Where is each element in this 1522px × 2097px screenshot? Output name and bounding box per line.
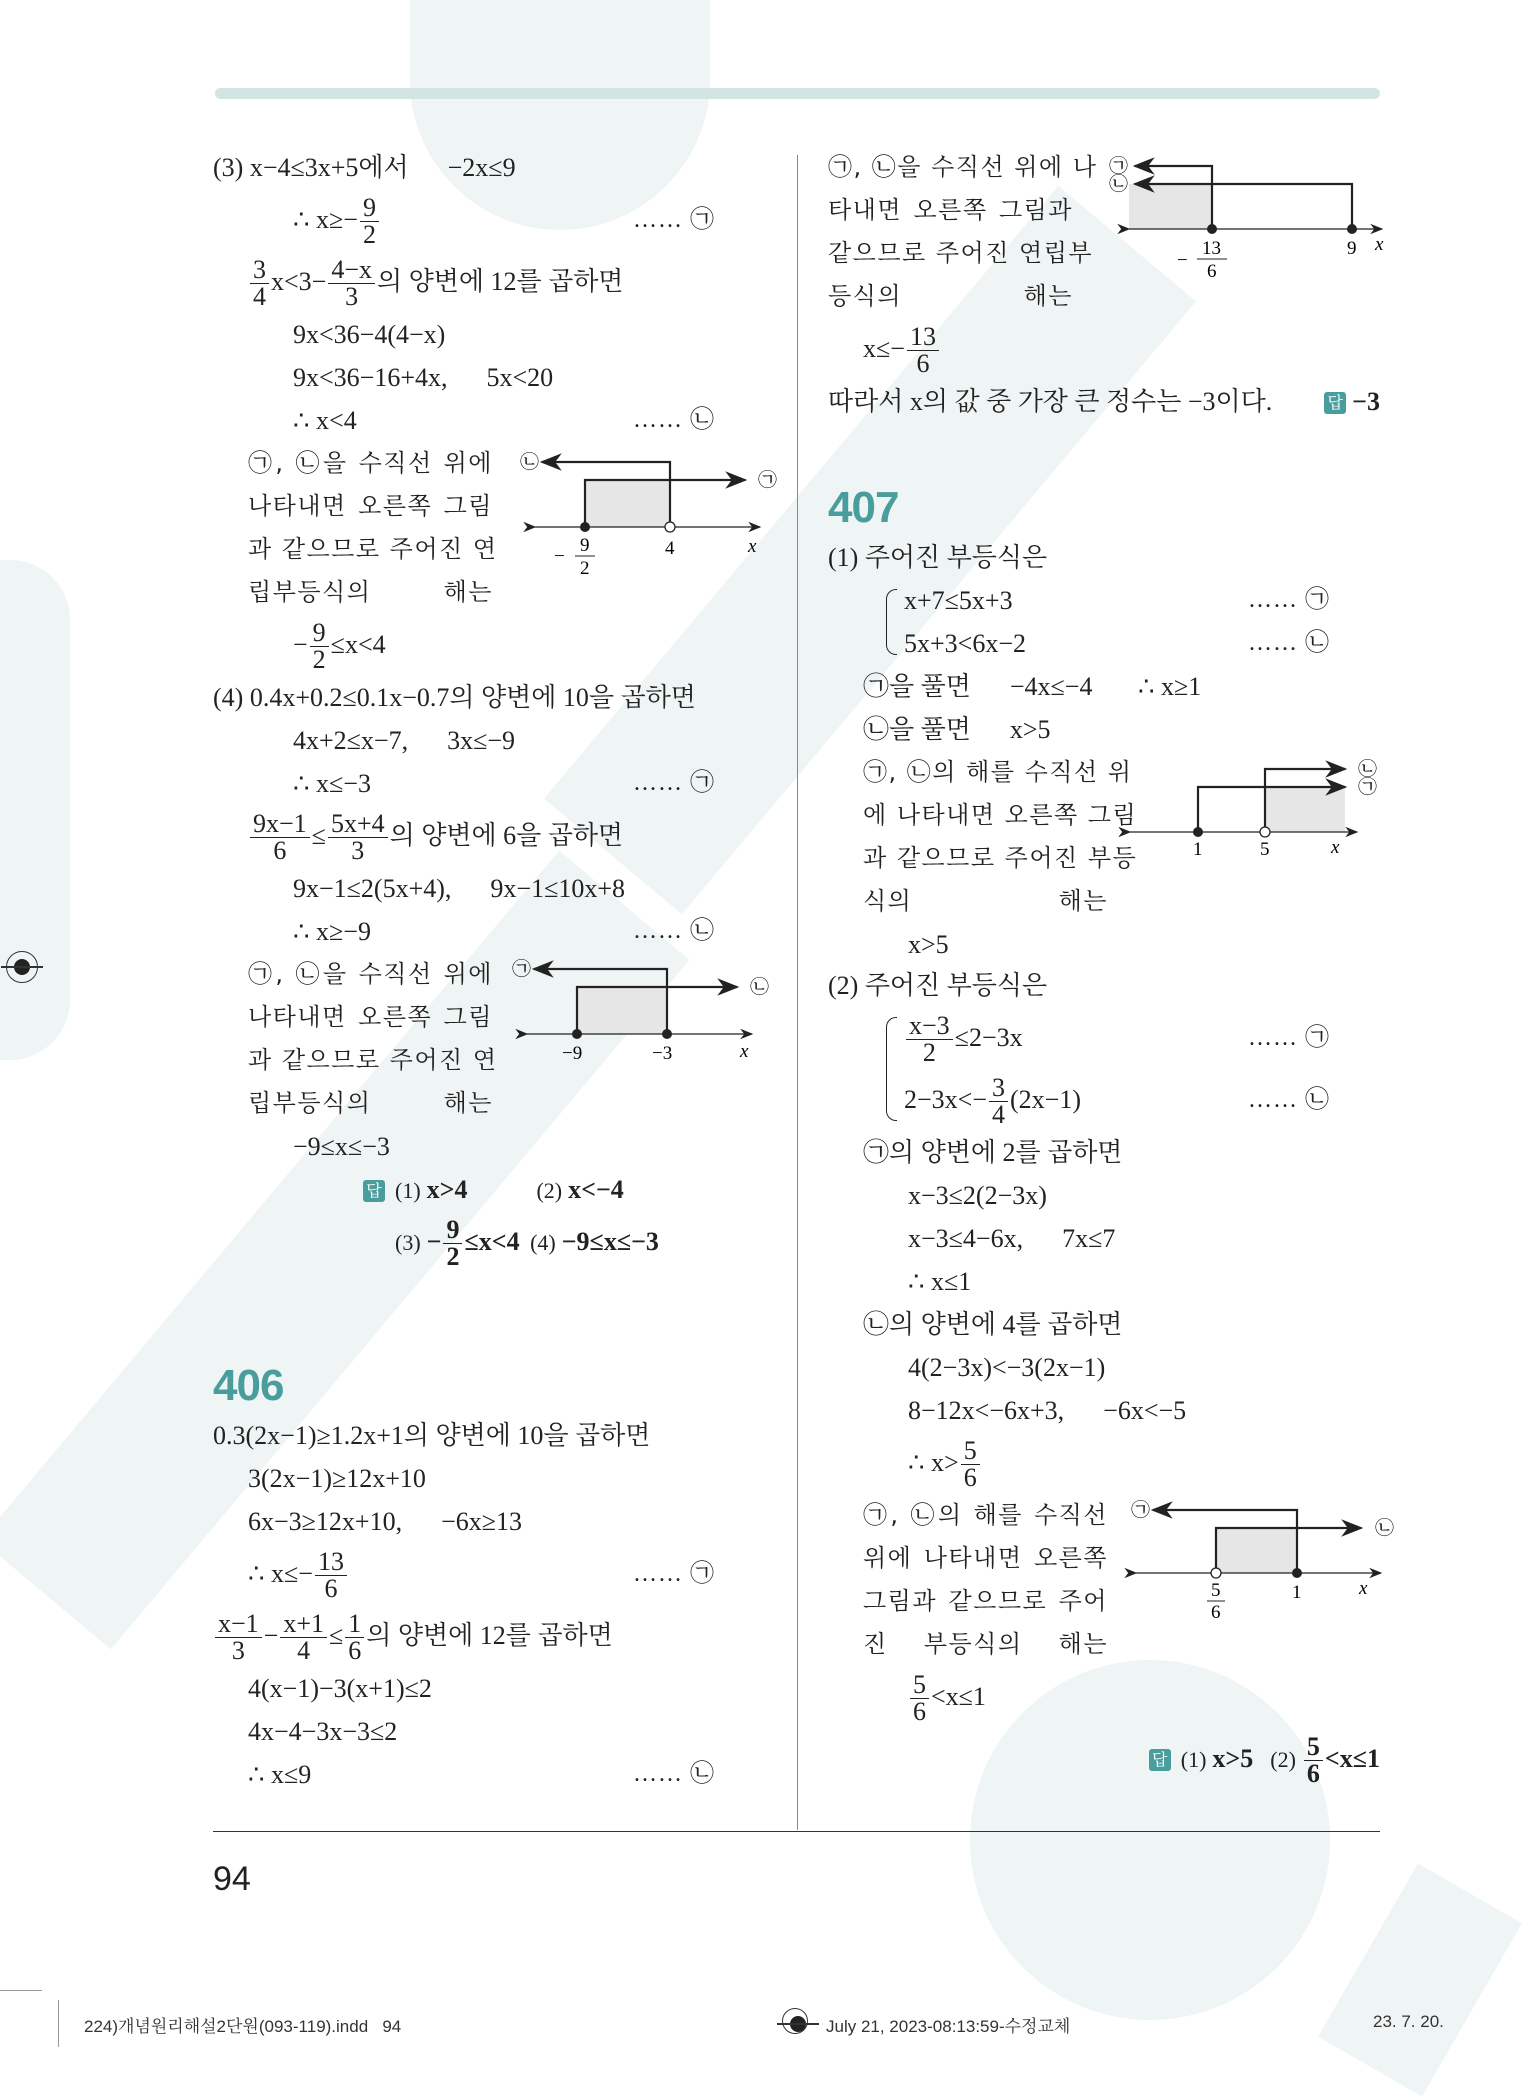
math-text: x>5 bbox=[1212, 1744, 1267, 1773]
axis-label: x bbox=[1331, 837, 1340, 858]
tick-label: 1 bbox=[1292, 1582, 1302, 1603]
number-line-figure bbox=[1125, 757, 1385, 860]
solution-line bbox=[828, 318, 1380, 380]
footer-stamp: July 21, 2023-08:13:59-수정교체 bbox=[826, 2017, 1071, 2036]
solution-line bbox=[213, 1667, 758, 1710]
answer-part-label: (1) bbox=[395, 1178, 421, 1203]
solution-line bbox=[213, 1710, 758, 1753]
solution-line bbox=[213, 614, 758, 676]
math-text: x−3≤2(2−3x) bbox=[908, 1181, 1047, 1210]
figure-block bbox=[863, 751, 1378, 923]
math-text: ≤2−3x bbox=[954, 1023, 1023, 1052]
math-text: (3) x−4≤3x+5에서 −2x≤9 bbox=[213, 153, 516, 182]
solution-line bbox=[213, 719, 758, 762]
closed-point bbox=[662, 1029, 672, 1039]
answer-badge-icon: 답 bbox=[1149, 1749, 1171, 1771]
solution-line bbox=[828, 923, 1380, 966]
tick-den: 6 bbox=[1207, 261, 1217, 282]
fraction bbox=[1304, 1731, 1323, 1788]
tick-label: 9 bbox=[1347, 238, 1357, 259]
section-407-part2 bbox=[828, 964, 1395, 1790]
label-circ: ㉡ bbox=[1375, 1518, 1395, 1539]
caption-line: 진 부등식의 해는 bbox=[863, 1630, 1108, 1658]
figure-block bbox=[248, 442, 778, 614]
label-circ: ㉡ bbox=[520, 452, 540, 473]
tick-minus: − bbox=[1177, 250, 1188, 271]
denominator: 2 bbox=[922, 1037, 936, 1067]
open-point bbox=[1211, 1568, 1221, 1578]
section-406 bbox=[213, 1358, 758, 1796]
denominator: 6 bbox=[913, 1696, 926, 1726]
number-line-figure bbox=[520, 452, 778, 579]
caption-line: 나타내면 오른쪽 그림 bbox=[248, 492, 493, 520]
solution-line bbox=[213, 762, 758, 805]
math-text: ≤x<4 bbox=[464, 1227, 527, 1256]
math-text: ∴ x≤9 bbox=[248, 1760, 312, 1789]
numerator: 5 bbox=[1304, 1734, 1323, 1761]
crop-mark bbox=[0, 1990, 42, 1991]
numerator: x+1 bbox=[280, 1611, 327, 1638]
section-407 bbox=[828, 480, 1380, 966]
answer-line bbox=[213, 1211, 758, 1273]
math-text: ∴ x≤− bbox=[248, 1559, 313, 1588]
math-text: ㉠의 양변에 2를 곱하면 bbox=[863, 1138, 1123, 1167]
denominator: 6 bbox=[324, 1573, 338, 1603]
footer-file: 224)개념원리해설2단원(093-119).indd 94 bbox=[84, 2017, 402, 2036]
top-bar bbox=[215, 88, 1380, 99]
caption-line: 등식의 해는 bbox=[828, 282, 1073, 310]
numerator: 3 bbox=[250, 257, 269, 284]
watermark-shape bbox=[0, 560, 70, 1060]
fraction bbox=[910, 1669, 929, 1726]
number-line-figure bbox=[1107, 154, 1392, 282]
right-section-406-cont bbox=[828, 146, 1384, 423]
figure-block bbox=[828, 146, 1384, 318]
tick-num: 9 bbox=[580, 535, 590, 556]
math-text: ≤x<4 bbox=[330, 630, 386, 659]
system-row bbox=[904, 1007, 1380, 1069]
tick-label: 4 bbox=[665, 538, 675, 559]
label-circ: ㉡ bbox=[1358, 759, 1378, 780]
number-line-figure bbox=[512, 959, 770, 1069]
label-circ: ㉠ bbox=[1109, 156, 1129, 177]
figure-caption bbox=[863, 751, 1138, 923]
math-text: 3(2x−1)≥12x+10 bbox=[248, 1464, 426, 1493]
caption-line: 립부등식의 해는 bbox=[248, 578, 493, 606]
solution-line bbox=[213, 676, 758, 719]
denominator: 6 bbox=[348, 1635, 362, 1665]
math-text: 5x+3<6x−2 bbox=[904, 629, 1026, 658]
denominator: 6 bbox=[963, 1462, 977, 1492]
numerator: 4−x bbox=[328, 257, 375, 284]
fraction bbox=[328, 808, 388, 865]
math-text: x>4 bbox=[426, 1175, 468, 1204]
numerator: 5 bbox=[961, 1438, 980, 1465]
caption-line: 식의 해는 bbox=[863, 887, 1108, 915]
numerator: 13 bbox=[907, 324, 939, 351]
crop-mark bbox=[58, 2000, 59, 2047]
math-text: ㉠을 풀면 −4x≤−4 ∴ x≥1 bbox=[863, 672, 1202, 701]
solution-line bbox=[828, 380, 1380, 423]
solution-line bbox=[828, 964, 1380, 1007]
fraction bbox=[310, 617, 329, 674]
fraction bbox=[250, 254, 269, 311]
numerator: 9 bbox=[360, 195, 379, 222]
answer-part-label: (1) bbox=[1180, 1747, 1207, 1772]
math-text: −9≤x≤−3 bbox=[561, 1227, 659, 1256]
caption-line: ㉠, ㉡의 해를 수직선 bbox=[863, 1501, 1108, 1529]
equation-tag: …… ㉠ bbox=[1248, 1025, 1330, 1051]
denominator: 4 bbox=[992, 1099, 1005, 1129]
closed-point bbox=[572, 1029, 582, 1039]
math-text: −9≤x≤−3 bbox=[293, 1132, 390, 1161]
axis-label: x bbox=[1359, 1578, 1368, 1599]
caption-line: 과 같으므로 주어진 연 bbox=[248, 1046, 498, 1074]
math-text: ∴ x> bbox=[908, 1448, 959, 1477]
math-text: 2−3x<− bbox=[904, 1085, 987, 1114]
closed-point bbox=[580, 522, 590, 532]
math-text: − bbox=[426, 1227, 442, 1256]
solution-line bbox=[213, 251, 758, 313]
final-answer bbox=[1324, 380, 1380, 424]
math-text: 의 양변에 12를 곱하면 bbox=[366, 1621, 613, 1650]
equation-tag: …… ㉠ bbox=[633, 1561, 715, 1587]
numerator: x−1 bbox=[215, 1611, 262, 1638]
math-text: (4) 0.4x+0.2≤0.1x−0.7의 양변에 10을 곱하면 bbox=[213, 683, 696, 712]
math-text: ㉡을 풀면 x>5 bbox=[863, 715, 1051, 744]
caption-line: ㉠, ㉡을 수직선 위에 bbox=[248, 449, 493, 477]
math-text: (2x−1) bbox=[1010, 1085, 1081, 1114]
answer-line bbox=[213, 1168, 758, 1211]
numerator: 5 bbox=[910, 1672, 929, 1699]
caption-line: 나타내면 오른쪽 그림 bbox=[248, 1003, 493, 1031]
equation-tag: …… ㉡ bbox=[633, 407, 715, 433]
solution-shade bbox=[585, 480, 670, 527]
solution-line bbox=[213, 1414, 758, 1457]
figure-caption bbox=[248, 953, 498, 1125]
figure-caption bbox=[248, 442, 498, 614]
tick-num: 13 bbox=[1202, 238, 1221, 259]
numerator: 1 bbox=[345, 1611, 364, 1638]
denominator: 3 bbox=[351, 835, 365, 865]
math-text: − bbox=[293, 630, 308, 659]
registration-mark-icon bbox=[6, 951, 38, 983]
answer-line bbox=[828, 1728, 1380, 1790]
math-text: 4x+2≤x−7, 3x≤−9 bbox=[293, 726, 516, 755]
solution-shade bbox=[577, 987, 667, 1034]
math-text: ∴ x<4 bbox=[293, 406, 357, 435]
solution-line bbox=[213, 1500, 758, 1543]
solution-line bbox=[828, 708, 1380, 751]
denominator: 2 bbox=[446, 1241, 460, 1271]
figure-block bbox=[248, 953, 770, 1125]
solution-shade bbox=[1216, 1528, 1297, 1573]
caption-line: 에 나타내면 오른쪽 그림 bbox=[863, 801, 1138, 829]
math-text: ≤ bbox=[311, 821, 326, 850]
math-text: x≤− bbox=[863, 334, 905, 363]
math-text: <x≤1 bbox=[931, 1682, 986, 1711]
math-text: <x≤1 bbox=[1324, 1744, 1380, 1773]
closed-point bbox=[1347, 224, 1357, 234]
label-circ: ㉠ bbox=[758, 470, 778, 491]
registration-mark-icon bbox=[782, 2008, 808, 2034]
axis-label: x bbox=[748, 536, 757, 557]
caption-line: 위에 나타내면 오른쪽 bbox=[863, 1544, 1108, 1572]
answer-badge-icon: 답 bbox=[1324, 392, 1346, 414]
number-line-figure bbox=[1131, 1498, 1401, 1623]
answer-part-label: (3) bbox=[395, 1230, 421, 1255]
equation-tag: …… ㉠ bbox=[633, 207, 715, 233]
math-text: ∴ x≥−9 bbox=[293, 917, 371, 946]
fraction bbox=[443, 1214, 462, 1271]
numerator: 9 bbox=[310, 620, 329, 647]
math-text: 4(2−3x)<−3(2x−1) bbox=[908, 1353, 1106, 1382]
caption-line: 립부등식의 해는 bbox=[248, 1089, 493, 1117]
solution-line bbox=[828, 1260, 1380, 1303]
label-circ: ㉠ bbox=[512, 959, 532, 980]
math-text: x−3≤4−6x, 7x≤7 bbox=[908, 1224, 1116, 1253]
answer-part-label: (2) bbox=[1270, 1747, 1296, 1772]
solution-line bbox=[213, 399, 758, 442]
math-text: ∴ x≤1 bbox=[908, 1267, 972, 1296]
left-section-405 bbox=[213, 146, 778, 1273]
numerator: 5x+4 bbox=[328, 811, 388, 838]
math-text: x>5 bbox=[908, 930, 949, 959]
solution-line bbox=[213, 867, 758, 910]
closed-point bbox=[1193, 827, 1203, 837]
solution-line bbox=[213, 910, 758, 953]
solution-line bbox=[828, 1389, 1380, 1432]
fraction bbox=[315, 1546, 347, 1603]
math-text: 따라서 x의 값 중 가장 큰 정수는 −3이다. bbox=[828, 387, 1273, 416]
label-circ: ㉡ bbox=[750, 977, 770, 998]
math-text: (2) 주어진 부등식은 bbox=[828, 971, 1048, 1000]
caption-line: 타내면 오른쪽 그림과 bbox=[828, 196, 1073, 224]
caption-line: 같으므로 주어진 연립부 bbox=[828, 239, 1094, 267]
denominator: 6 bbox=[1306, 1758, 1320, 1788]
open-point bbox=[665, 522, 675, 532]
equation-tag: …… ㉡ bbox=[633, 1761, 715, 1787]
math-text: 9x<36−4(4−x) bbox=[293, 320, 446, 349]
equation-tag: …… ㉡ bbox=[633, 918, 715, 944]
tick-label: −3 bbox=[652, 1043, 673, 1064]
solution-line bbox=[213, 313, 758, 356]
solution-line bbox=[828, 1131, 1380, 1174]
closed-point bbox=[1292, 1568, 1302, 1578]
solution-line bbox=[213, 189, 758, 251]
watermark-shape bbox=[1318, 1863, 1522, 2096]
label-circ: ㉠ bbox=[1358, 777, 1378, 798]
fraction bbox=[907, 321, 939, 378]
fraction bbox=[328, 254, 375, 311]
figure-block bbox=[863, 1494, 1395, 1666]
answer-part-label: (2) bbox=[536, 1178, 563, 1203]
fraction bbox=[906, 1010, 953, 1067]
math-text: ∴ x≥− bbox=[293, 205, 358, 234]
solution-line bbox=[213, 1605, 758, 1667]
solution-line bbox=[828, 1346, 1380, 1389]
math-text: 8−12x<−6x+3, −6x<−5 bbox=[908, 1396, 1187, 1425]
label-circ: ㉠ bbox=[1131, 1500, 1151, 1521]
math-text: 6x−3≥12x+10, −6x≥13 bbox=[248, 1507, 523, 1536]
math-text: x+7≤5x+3 bbox=[904, 586, 1013, 615]
solution-line bbox=[828, 1303, 1380, 1346]
open-point bbox=[1260, 827, 1270, 837]
answer-badge-icon: 답 bbox=[363, 1180, 385, 1202]
solution-line bbox=[828, 1432, 1380, 1494]
fraction bbox=[961, 1435, 980, 1492]
equation-system bbox=[878, 1007, 1380, 1131]
numerator: 3 bbox=[989, 1075, 1008, 1102]
solution-line bbox=[828, 665, 1380, 708]
fraction bbox=[989, 1072, 1008, 1129]
solution-line bbox=[213, 1753, 758, 1796]
math-text: 9x<36−16+4x, 5x<20 bbox=[293, 363, 554, 392]
denominator: 2 bbox=[312, 644, 326, 674]
equation-system bbox=[878, 579, 1380, 665]
solution-line bbox=[213, 1457, 758, 1500]
math-text: ㉡의 양변에 4를 곱하면 bbox=[863, 1310, 1123, 1339]
caption-line: 과 같으므로 주어진 연 bbox=[248, 535, 498, 563]
tick-minus: − bbox=[554, 546, 565, 567]
math-text: 9x−1≤2(5x+4), 9x−1≤10x+8 bbox=[293, 874, 626, 903]
denominator: 3 bbox=[231, 1635, 245, 1665]
caption-line: ㉠, ㉡을 수직선 위에 나 bbox=[828, 153, 1098, 181]
math-text: ≤ bbox=[329, 1621, 344, 1650]
tick-den: 2 bbox=[580, 558, 590, 579]
tick-num: 5 bbox=[1211, 1580, 1221, 1601]
solution-line bbox=[828, 536, 1380, 579]
figure-caption bbox=[828, 146, 1098, 318]
numerator: 9 bbox=[443, 1217, 462, 1244]
tick-den: 6 bbox=[1211, 1602, 1221, 1623]
axis-label: x bbox=[740, 1041, 749, 1062]
solution-line bbox=[213, 1125, 758, 1168]
bottom-rule bbox=[213, 1831, 1380, 1832]
label-circ: ㉡ bbox=[1109, 174, 1129, 195]
numerator: 13 bbox=[315, 1549, 347, 1576]
fraction bbox=[360, 192, 379, 249]
solution-line bbox=[213, 805, 758, 867]
caption-line: ㉠, ㉡을 수직선 위에 bbox=[248, 960, 493, 988]
solution-line bbox=[828, 1666, 1380, 1728]
math-text: ∴ x≤−3 bbox=[293, 769, 371, 798]
solution-line bbox=[213, 1543, 758, 1605]
tick-label: 1 bbox=[1193, 839, 1203, 860]
fraction bbox=[345, 1608, 364, 1665]
equation-tag: …… ㉡ bbox=[1248, 1087, 1330, 1113]
caption-line: 그림과 같으므로 주어 bbox=[863, 1587, 1108, 1615]
system-row bbox=[904, 1069, 1380, 1131]
column-divider bbox=[797, 155, 798, 1830]
denominator: 6 bbox=[916, 348, 930, 378]
math-text: 의 양변에 12를 곱하면 bbox=[377, 267, 624, 296]
figure-caption bbox=[863, 1494, 1108, 1666]
problem-number-407: 407 bbox=[828, 483, 899, 532]
caption-line: 과 같으므로 주어진 부등 bbox=[863, 844, 1138, 872]
answer-part-label: (4) bbox=[530, 1230, 556, 1255]
page-number: 94 bbox=[213, 1860, 251, 1898]
equation-tag: …… ㉠ bbox=[1248, 587, 1330, 613]
solution-line bbox=[828, 1174, 1380, 1217]
denominator: 6 bbox=[273, 835, 287, 865]
math-text: (1) 주어진 부등식은 bbox=[828, 543, 1048, 572]
final-answer-value: −3 bbox=[1352, 387, 1380, 416]
math-text bbox=[467, 1175, 532, 1204]
tick-label: −9 bbox=[562, 1043, 583, 1064]
axis-label: x bbox=[1375, 234, 1384, 255]
tick-label: 5 bbox=[1260, 839, 1270, 860]
equation-tag: …… ㉡ bbox=[1248, 630, 1330, 656]
numerator: 9x−1 bbox=[250, 811, 310, 838]
denominator: 4 bbox=[253, 281, 266, 311]
numerator: x−3 bbox=[906, 1013, 953, 1040]
math-text: 의 양변에 6을 곱하면 bbox=[389, 821, 624, 850]
solution-line bbox=[213, 356, 758, 399]
equation-tag: …… ㉠ bbox=[633, 770, 715, 796]
solution-shade bbox=[1265, 787, 1345, 832]
fraction bbox=[215, 1608, 262, 1665]
math-text: 4x−4−3x−3≤2 bbox=[248, 1717, 398, 1746]
solution-shade bbox=[1129, 184, 1212, 229]
math-text: − bbox=[263, 1621, 279, 1650]
footer-date: 23. 7. 20. bbox=[1373, 2012, 1444, 2031]
problem-number-406: 406 bbox=[213, 1361, 284, 1410]
fraction bbox=[280, 1608, 327, 1665]
fraction bbox=[250, 808, 310, 865]
math-text: x<3− bbox=[271, 267, 327, 296]
system-row bbox=[904, 622, 1380, 665]
math-text: x<−4 bbox=[568, 1175, 624, 1204]
math-text: 4(x−1)−3(x+1)≤2 bbox=[248, 1674, 432, 1703]
solution-line bbox=[213, 146, 758, 189]
system-row bbox=[904, 579, 1380, 622]
closed-point bbox=[1207, 224, 1217, 234]
caption-line: ㉠, ㉡의 해를 수직선 위 bbox=[863, 758, 1133, 786]
denominator: 3 bbox=[345, 281, 359, 311]
denominator: 4 bbox=[297, 1635, 311, 1665]
denominator: 2 bbox=[362, 219, 376, 249]
math-text: 0.3(2x−1)≥1.2x+1의 양변에 10을 곱하면 bbox=[213, 1421, 651, 1450]
solution-line bbox=[828, 1217, 1380, 1260]
